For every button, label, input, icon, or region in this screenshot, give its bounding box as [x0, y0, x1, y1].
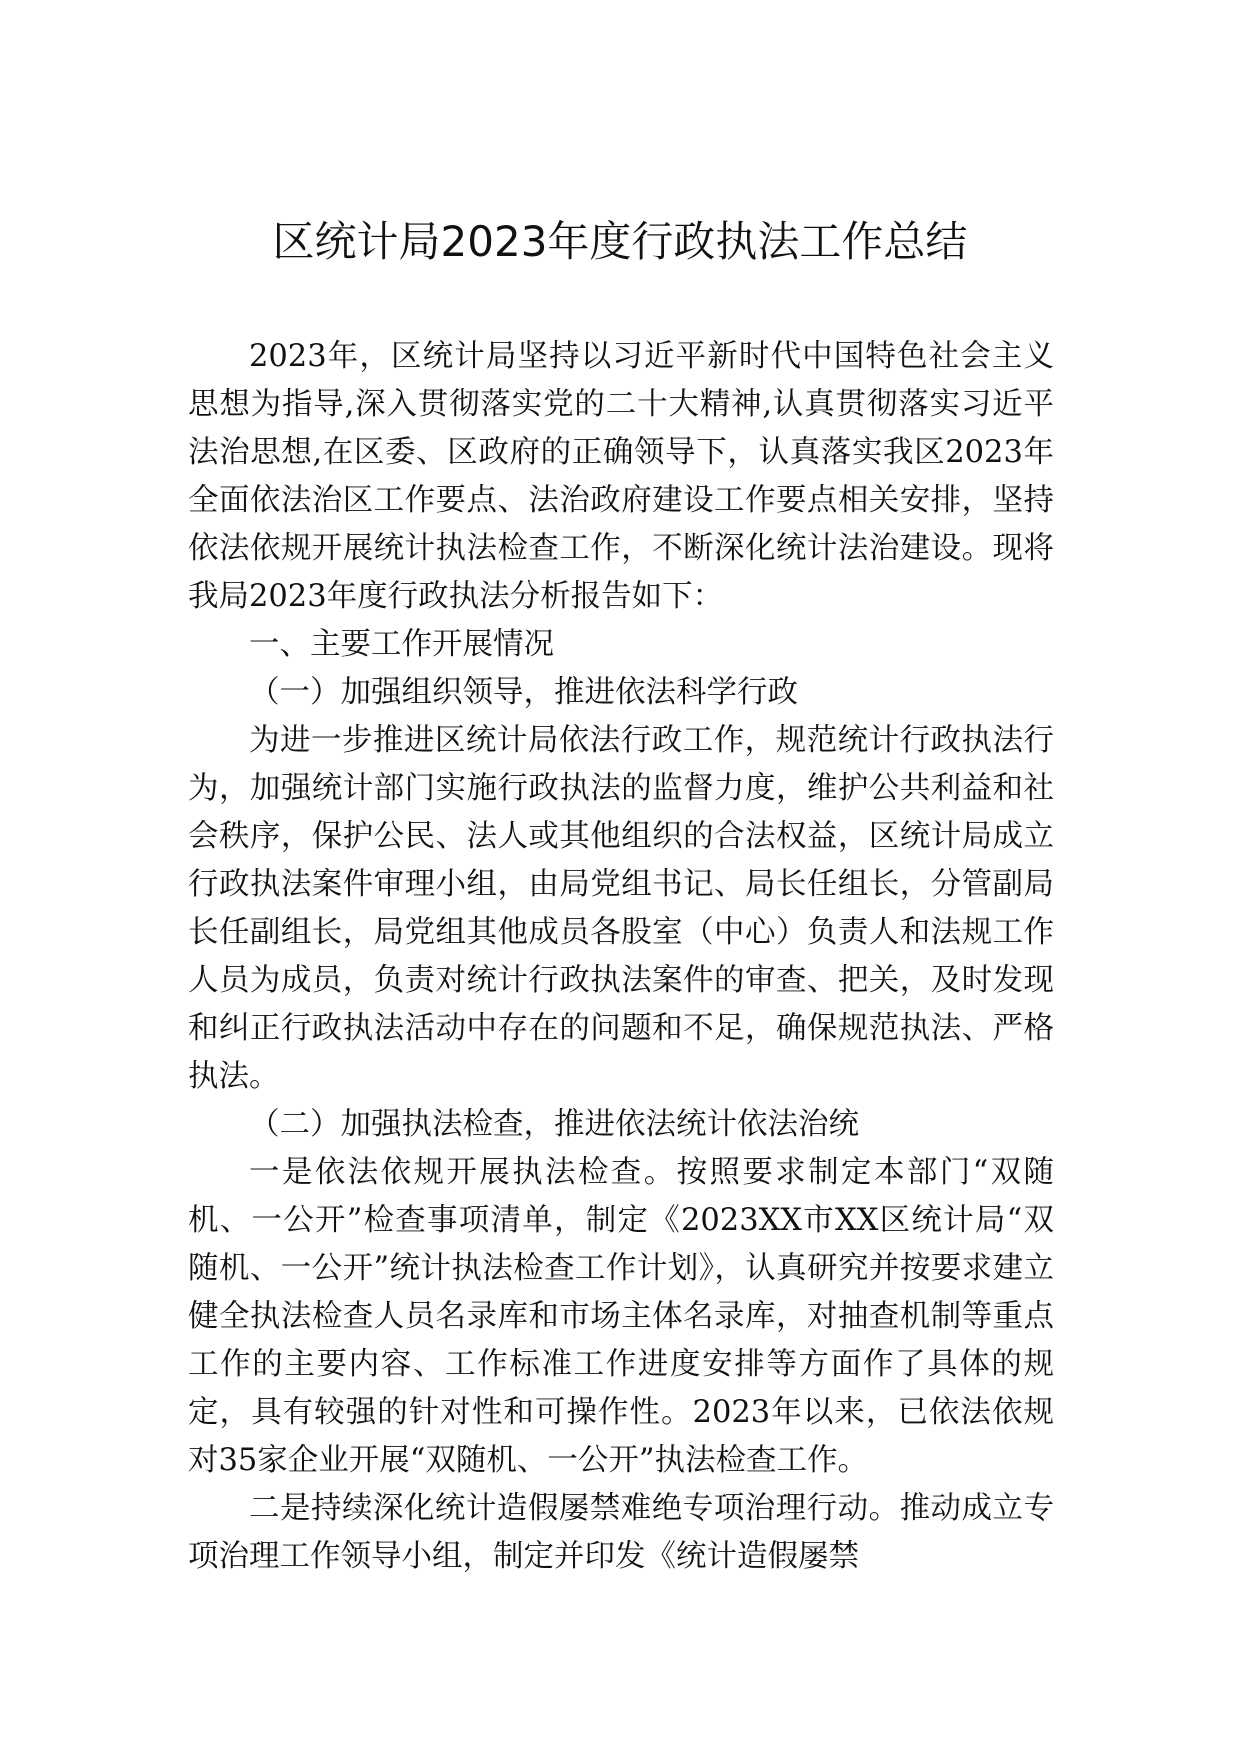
document-title: 区统计局2023年度行政执法工作总结: [272, 217, 968, 266]
document-body: [188, 333, 1054, 1581]
subsection-heading-1: （一）加强组织领导，推进依法科学行政: [249, 675, 798, 710]
intro-paragraph: 2023年，区统计局坚持以习近平新时代中国特色社会主义思想为指导,深入贯彻落实党的二十大精神,认真贯彻落实习近平法治思想,在区委、区政府的正确领导下，认真落实我区2023年全面依法治区工作要点、法治政府建设工作要点相关安排，坚持依法依规开展统计执法检查工作，不断深化统计法治建设。现将我局2023年度行政执法分析报告如下：: [188, 339, 1054, 614]
section-heading-1: 一、主要工作开展情况: [249, 627, 554, 662]
body-paragraph-organization: 为进一步推进区统计局依法行政工作，规范统计行政执法行为，加强统计部门实施行政执法的监督力度，维护公共利益和社会秩序，保护公民、法人或其他组织的合法权益，区统计局成立行政执法案件审理小组，由局党组书记、局长任组长，分管副局长任副组长，局党组其他成员各股室（中心）负责人和法规工作人员为成员，负责对统计行政执法案件的审查、把关，及时发现和纠正行政执法活动中存在的问题和不足，确保规范执法、严格执法。: [188, 723, 1054, 1094]
subsection-heading-2: （二）加强执法检查，推进依法统计依法治统: [249, 1107, 859, 1142]
body-paragraph-inspection: 一是依法依规开展执法检查。按照要求制定本部门“双随机、一公开”检查事项清单，制定《2023XX市XX区统计局“双随机、一公开”统计执法检查工作计划》，认真研究并按要求建立健全执法检查人员名录库和市场主体名录库，对抽查机制等重点工作的主要内容、工作标准工作进度安排等方面作了具体的规定，具有较强的针对性和可操作性。2023年以来，已依法依规对35家企业开展“双随机、一公开”执法检查工作。: [188, 1155, 1054, 1478]
body-paragraph-governance: 二是持续深化统计造假屡禁难绝专项治理行动。推动成立专项治理工作领导小组，制定并印发《统计造假屡禁: [188, 1491, 1054, 1574]
